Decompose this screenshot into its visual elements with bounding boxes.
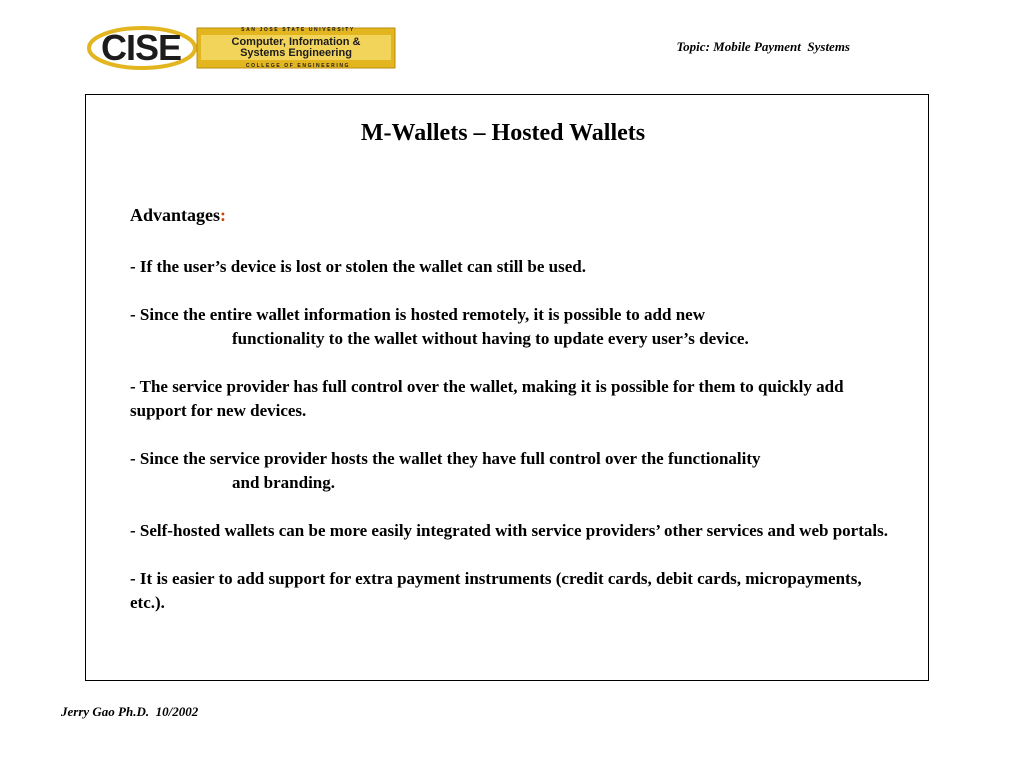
logo-university-text: SAN JOSE STATE UNIVERSITY (241, 27, 355, 33)
cise-logo (87, 26, 397, 70)
logo-wordmark: CISE (101, 27, 182, 68)
advantage-text: - If the user’s device is lost or stolen the wallet can still be used. (130, 257, 586, 276)
footer-author: Jerry Gao Ph.D. 10/2002 (61, 704, 199, 719)
advantages-colon: : (220, 205, 227, 225)
advantage-text: - Self-hosted wallets can be more easily integrated with service providers’ other services and web portals. (130, 521, 888, 540)
advantage-item (130, 567, 890, 615)
advantage-continuation: and branding. (232, 473, 335, 492)
advantage-item (130, 375, 890, 423)
advantage-item (130, 303, 890, 351)
advantage-text: - It is easier to add support for extra payment instruments (credit cards, debit cards, micropayments, etc.). (130, 569, 862, 612)
header-topic: Topic: Mobile Payment Systems (676, 39, 850, 54)
advantage-item (130, 519, 890, 543)
logo-college-text: COLLEGE OF ENGINEERING (245, 63, 351, 69)
slide-title: M-Wallets – Hosted Wallets (360, 120, 646, 146)
advantage-text: - Since the entire wallet information is hosted remotely, it is possible to add new (130, 305, 705, 324)
advantage-text: - The service provider has full control over the wallet, making it is possible for them to quickly add support for new devices. (130, 377, 844, 420)
advantage-item (130, 447, 890, 495)
advantage-text: - Since the service provider hosts the wallet they have full control over the functionality (130, 449, 761, 468)
advantages-heading (130, 203, 890, 227)
logo-department-line2: Systems Engineering (240, 47, 352, 59)
logo-department-line1: Computer, Information & (231, 36, 361, 48)
advantage-item (130, 255, 890, 279)
advantages-label: Advantages (130, 205, 221, 225)
slide-content (130, 203, 890, 639)
advantage-continuation: functionality to the wallet without having to update every user’s device. (232, 329, 749, 348)
